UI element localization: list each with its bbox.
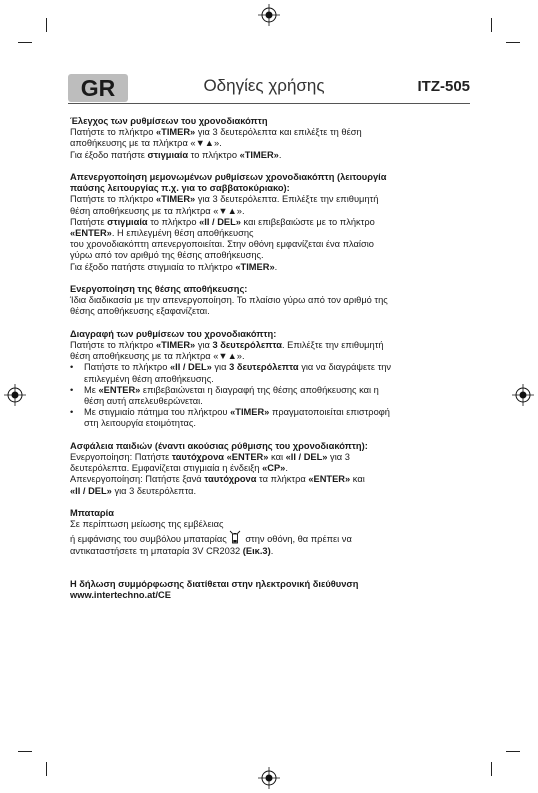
manual-content — [70, 116, 472, 613]
paragraph-line: Απενεργοποίηση: Πατήστε ξανά ταυτόχρονα τα πλήκτρα «ENTER» και — [70, 474, 365, 485]
section-check-settings — [70, 116, 472, 161]
paragraph-line: θέσης αποθήκευσης εξαφανίζεται. — [70, 306, 210, 317]
paragraph-line: αποθήκευσης με τα πλήκτρα «▼▲». — [70, 138, 222, 149]
registration-mark-icon — [4, 384, 26, 406]
crop-mark — [46, 762, 47, 776]
page-title: Οδηγίες χρήσης — [203, 76, 325, 95]
registration-mark-icon — [258, 767, 280, 789]
paragraph-line: Ίδια διαδικασία με την απενεργοποίηση. Το πλαίσιο γύρω από τον αριθμό της — [70, 295, 388, 306]
declaration-text: Η δήλωση συμμόρφωσης διατίθεται στην ηλεκτρονική διεύθυνση — [70, 579, 359, 590]
registration-mark-icon — [258, 4, 280, 26]
list-item: • Πατήστε το πλήκτρο «II / DEL» για 3 δευτερόλεπτα για να διαγράψετε την επιλεγμένη θέση αποθήκευσης. — [70, 362, 472, 384]
section-declaration — [70, 579, 472, 601]
paragraph-line: Για έξοδο πατήστε στιγμιαία το πλήκτρο «TIMER». — [70, 149, 282, 160]
declaration-url: www.intertechno.at/CE — [70, 590, 171, 601]
section-child-lock — [70, 441, 472, 497]
paragraph-line: θέση αποθήκευσης με τα πλήκτρα «▼▲». — [70, 205, 245, 216]
paragraph-line: Πατήστε το πλήκτρο «TIMER» για 3 δευτερόλεπτα. Επιλέξτε την επιθυμητή — [70, 194, 379, 205]
section-battery — [70, 508, 472, 557]
paragraph-line: Ενεργοποίηση: Πατήστε ταυτόχρονα «ENTER» και «II / DEL» για 3 — [70, 452, 350, 463]
section-title: Απενεργοποίηση μεμονωμένων ρυθμίσεων χρονοδιακόπτη (λειτουργία — [70, 172, 387, 182]
paragraph-line: ή εμφάνισης του συμβόλου μπαταρίας στην οθόνη, θα πρέπει να — [70, 530, 472, 545]
paragraph-line: Πατήστε το πλήκτρο «TIMER» για 3 δευτερόλεπτα. Επιλέξτε την επιθυμητή — [70, 340, 384, 351]
section-title: Έλεγχος των ρυθμίσεων του χρονοδιακόπτη — [70, 116, 268, 126]
paragraph-line: «II / DEL» για 3 δευτερόλεπτα. — [70, 485, 197, 496]
paragraph-line: δευτερόλεπτα. Εμφανίζεται στιγμιαία η ένδειξη «CP». — [70, 463, 288, 474]
header-divider — [68, 103, 470, 104]
list-item: • Με στιγμιαίο πάτημα του πλήκτρου «TIMER» πραγματοποιείται επιστροφή στη λειτουργία ετοιμότητας. — [70, 407, 472, 429]
paragraph-line: αντικαταστήσετε τη μπαταρία 3V CR2032 (Εικ.3). — [70, 545, 274, 556]
paragraph-line: του χρονοδιακόπτη απενεργοποιείται. Στην οθόνη εμφανίζεται ένα πλαίσιο — [70, 239, 374, 250]
battery-icon — [229, 530, 241, 544]
paragraph-line: Σε περίπτωση μείωσης της εμβέλειας — [70, 519, 224, 530]
model-number: ITZ-505 — [417, 78, 470, 95]
paragraph-line: γύρω από τον αριθμό της θέσης αποθήκευσης. — [70, 250, 264, 261]
section-title: Διαγραφή των ρυθμίσεων του χρονοδιακόπτη: — [70, 328, 277, 339]
paragraph-line: Πατήστε το πλήκτρο «TIMER» για 3 δευτερόλεπτα και επιλέξτε τη θέση — [70, 127, 362, 138]
crop-mark — [491, 18, 492, 32]
crop-mark — [506, 751, 520, 752]
crop-mark — [46, 18, 47, 32]
paragraph-line: Για έξοδο πατήστε στιγμιαία το πλήκτρο «TIMER». — [70, 261, 278, 272]
crop-mark — [18, 42, 32, 43]
paragraph-line: «ENTER». Η επιλεγμένη θέση αποθήκευσης — [70, 228, 254, 239]
registration-mark-icon — [512, 384, 534, 406]
section-title: Ενεργοποίηση της θέσης αποθήκευσης: — [70, 284, 248, 295]
section-enable-slot — [70, 284, 472, 318]
list-item: • Με «ENTER» επιβεβαιώνεται η διαγραφή της θέσης αποθήκευσης και η θέση αυτή απελευθερώνεται. — [70, 385, 472, 407]
section-title: Ασφάλεια παιδιών (έναντι ακούσιας ρύθμισης του χρονοδιακόπτη): — [70, 440, 368, 451]
language-badge: GR — [68, 74, 128, 102]
crop-mark — [491, 762, 492, 776]
crop-mark — [18, 751, 32, 752]
section-disable-settings — [70, 172, 472, 273]
section-delete-settings — [70, 329, 472, 430]
paragraph-line: θέση αποθήκευσης με τα πλήκτρα «▼▲». — [70, 351, 245, 362]
section-title: Μπαταρία — [70, 508, 114, 519]
section-title: παύσης λειτουργίας π.χ. για το σαββατοκύριακο): — [70, 183, 290, 194]
paragraph-line: Πατήστε στιγμιαία το πλήκτρο «II / DEL» και επιβεβαιώστε με το πλήκτρο — [70, 216, 375, 227]
crop-mark — [506, 42, 520, 43]
page-header — [68, 72, 470, 104]
